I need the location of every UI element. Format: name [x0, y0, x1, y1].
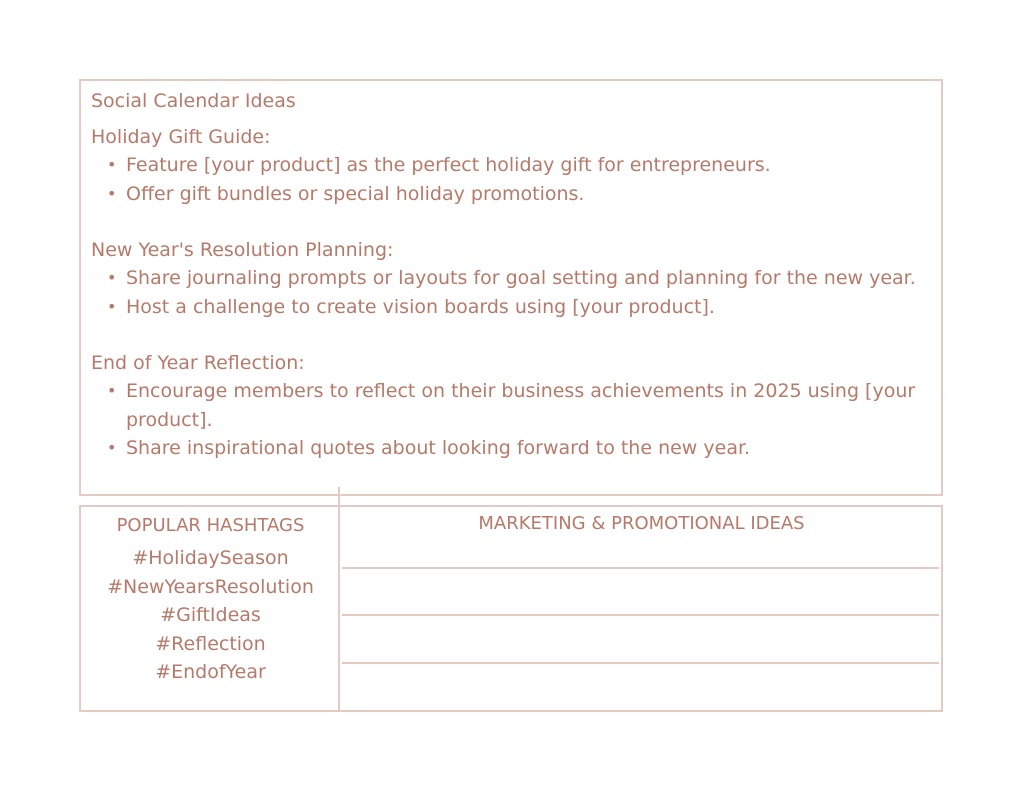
calendar-section-end-of-year-reflection [91, 349, 931, 463]
marketing-row-divider [342, 662, 939, 664]
calendar-section-new-years-resolution [91, 236, 931, 321]
hashtag-item: #EndofYear [155, 661, 266, 683]
bullet-icon: • [107, 183, 117, 203]
bullet-list [91, 377, 931, 463]
hashtag-item: #Reflection [155, 632, 266, 655]
bullet-item: • Feature [your product] as the perfect holiday gift for entrepreneurs. [107, 151, 931, 180]
bullet-item: • Encourage members to reflect on their business achievements in 2025 using [your product]. [107, 377, 931, 434]
bullet-icon: • [107, 438, 117, 457]
marketing-row-divider [342, 614, 939, 616]
marketing-row-divider [342, 567, 939, 569]
section-heading: End of Year Reflection: [91, 352, 305, 374]
social-calendar-title: Social Calendar Ideas [91, 90, 296, 112]
bullet-list [91, 151, 931, 208]
hashtag-item: #NewYearsResolution [107, 575, 314, 598]
bullet-item: • Share journaling prompts or layouts for goal setting and planning for the new year. [107, 264, 931, 293]
marketing-ideas-column [342, 507, 941, 710]
bullet-list [91, 264, 931, 321]
hashtag-item: #GiftIdeas [160, 604, 261, 626]
bullet-icon: • [107, 155, 117, 174]
column-divider [338, 487, 340, 712]
social-calendar-box [79, 79, 943, 496]
marketing-ideas-title: MARKETING & PROMOTIONAL IDEAS [478, 513, 805, 534]
bullet-icon: • [107, 296, 117, 316]
bullet-item: • Offer gift bundles or special holiday promotions. [107, 180, 931, 209]
calendar-section-holiday-gift-guide [91, 123, 931, 208]
popular-hashtags-column [81, 507, 340, 710]
bullet-item: • Share inspirational quotes about looking forward to the new year. [107, 434, 931, 463]
section-heading: Holiday Gift Guide: [91, 126, 271, 148]
bottom-table [79, 505, 943, 712]
bullet-icon: • [107, 381, 117, 400]
bullet-icon: • [107, 268, 117, 287]
section-heading: New Year's Resolution Planning: [91, 239, 394, 261]
bullet-item: • Host a challenge to create vision boards using [your product]. [107, 293, 931, 322]
hashtag-item: #HolidaySeason [132, 547, 289, 569]
popular-hashtags-title: POPULAR HASHTAGS [116, 515, 305, 536]
